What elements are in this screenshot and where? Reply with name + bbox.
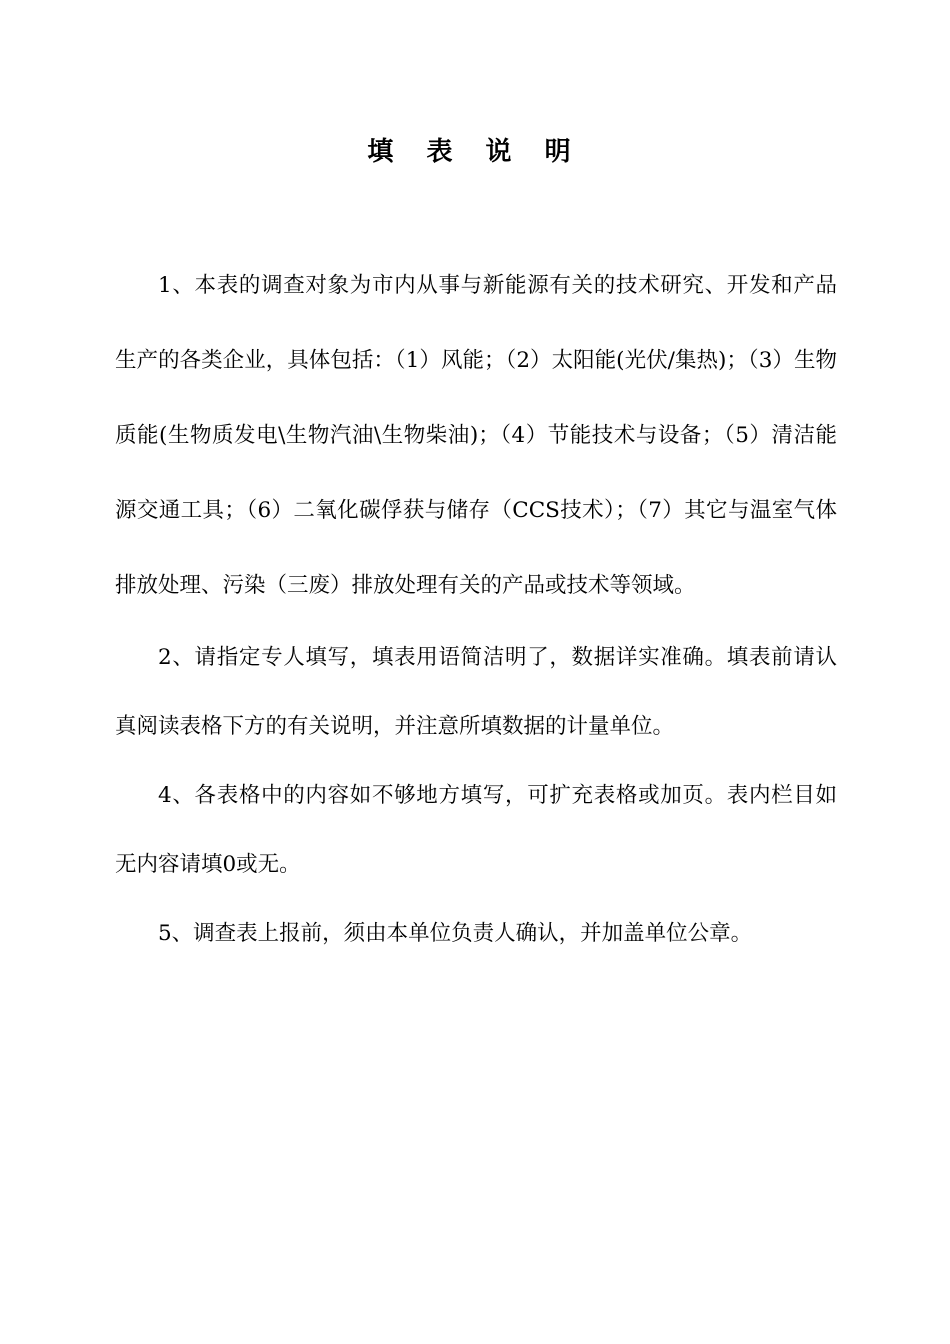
page-title: 填 表 说 明 (367, 137, 583, 167)
instruction-paragraph-2: 2、请指定专人填写，填表用语简洁明了，数据详实准确。填表前请认真阅读表格下方的有关说明，并注意所填数据的计量单位。 (115, 645, 837, 739)
instruction-paragraph-5: 5、调查表上报前，须由本单位负责人确认，并加盖单位公章。 (158, 921, 753, 946)
instruction-paragraph-1: 1、本表的调查对象为市内从事与新能源有关的技术研究、开发和产品生产的各类企业，具体包括：（1）风能；（2）太阳能(光伏/集热)；（3）生物质能(生物质发电\生物汽油\生物柴油)；（4）节能技术与设备；（5）清洁能源交通工具；（6）二氧化碳俘获与储存（CCS技术）；（7）其它与温室气体排放处理、污染（三废）排放处理有关的产品或技术等领域。 (115, 273, 837, 598)
instruction-paragraph-4: 4、各表格中的内容如不够地方填写，可扩充表格或加页。表内栏目如无内容请填0或无。 (115, 783, 837, 877)
instructions-body (115, 248, 837, 968)
